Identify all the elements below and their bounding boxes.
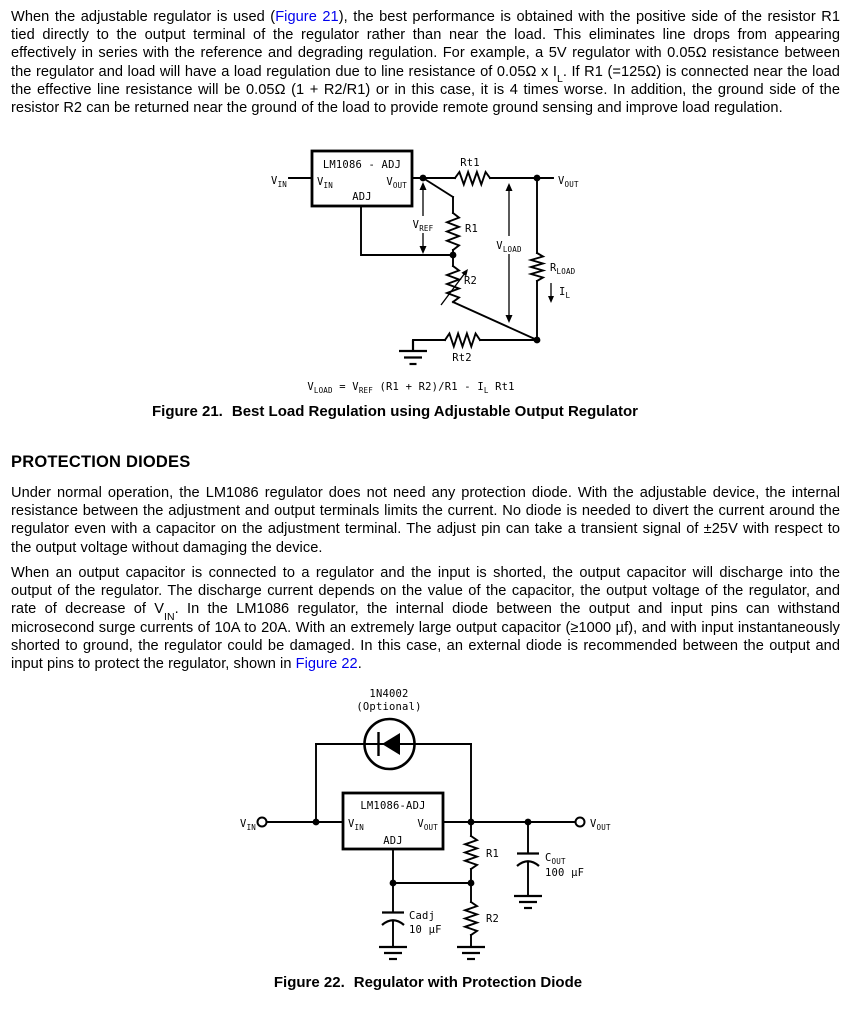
resistor-r1: [447, 213, 459, 250]
cout-value-label: 100 µF: [545, 867, 585, 879]
il-label: $I_L$: [559, 286, 571, 300]
resistor-r1: [465, 836, 477, 869]
figure22-link[interactable]: Figure 22: [295, 656, 358, 673]
figure21-caption-label: Figure 21.: [152, 403, 223, 420]
para1-text-1: When the adjustable regulator is used (: [11, 9, 276, 25]
vload-label: $V_{LOAD}$: [496, 240, 522, 254]
r2-label: R2: [486, 913, 500, 925]
figure21-link[interactable]: Figure 21: [275, 9, 339, 25]
vout-terminal: [576, 818, 585, 827]
para1-text-2: ), the best performance is obtained with the positive side of the resistor R1 tied directly to the output terminal of the regulator rather than near the load. This eliminates line drops from appearing effectively in series with the reference and degrading regulation. For example, a 5V regulator with 0.05Ω resistance between the regulator and load will have a load regulation due to line resistance of 0.05Ω x I: [11, 9, 840, 80]
pin-vin-label: $V_{IN}$: [348, 818, 364, 832]
cadj-value-label: 10 µF: [409, 924, 442, 936]
pin-adj-label: ADJ: [352, 191, 372, 203]
box-title-label: LM1086 - ADJ: [322, 159, 402, 171]
figure22-caption: [8, 974, 848, 991]
vin-ext-label: $V_{IN}$: [240, 818, 256, 832]
figure21-schematic: [240, 145, 660, 400]
cadj-label: Cadj: [409, 910, 436, 922]
pin-vout-label: $V_{OUT}$: [417, 818, 438, 832]
r1-label: R1: [486, 848, 500, 860]
pin-adj-label: ADJ: [383, 835, 403, 847]
para3-subscript-VIN: IN: [164, 610, 175, 623]
resistor-rt1: [455, 172, 490, 185]
para3-text-1: When an output capacitor is connected to a regulator and the input is shorted, the output capacitor will discharge into the output of the regulator. The discharge current depends on the value of the capacitor, the output voltage of the regulator, and rate of decrease of V: [11, 565, 840, 618]
paragraph-1: [11, 8, 840, 117]
vref-arrow: [420, 182, 427, 254]
resistor-r2: [465, 902, 477, 935]
section-heading: PROTECTION DIODES: [11, 453, 191, 471]
paragraph-3: [11, 564, 840, 673]
vout-ext-label: $V_{OUT}$: [590, 818, 611, 832]
node-dots: [420, 175, 541, 344]
para1-text-3: . If R1 (=125Ω) is connected near the load the effective line resistance will be 0.05Ω (1 + R2/R1) or in this case, it is 4 times worse. In addition, the ground side of the resistor R2 can be returned near the ground of the load to provide remote ground sensing and improve load regulation.: [11, 63, 840, 117]
fig21-equation: $V_{LOAD} = V_{REF}$ $(R1 + R2)/R1 - I_L$ Rt1: [307, 381, 515, 395]
r1-label: R1: [465, 223, 479, 235]
resistor-rt2: [445, 334, 480, 347]
figure22-caption-title: Regulator with Protection Diode: [353, 974, 583, 991]
para1-subscript-IL: L: [556, 73, 563, 86]
pin-vin-label: $V_{IN}$: [317, 176, 333, 190]
vin-terminal: [258, 818, 267, 827]
resistor-rload: [531, 253, 543, 281]
ground-icon-cout: [514, 896, 542, 908]
para3-text-2: . In the LM1086 regulator, the internal diode between the output and input pins can withstand microsecond surge currents of 10A to 20A. With an extremely large output capacitor (≥1000 µf), and with input instantaneously shorted to ground, the regulator could be damaged. In this case, an external diode is recommended between the output and input pins to protect the regulator, shown in: [11, 601, 840, 673]
figure21-caption-title: Best Load Regulation using Adjustable Output Regulator: [231, 403, 638, 420]
pin-vout-label: $V_{OUT}$: [386, 176, 407, 190]
para2-text: Under normal operation, the LM1086 regulator does not need any protection diode. With the adjustable device, the internal resistance between the adjustment and output terminals limits the current. No diode is needed to divert the current around the regulator even with a capacitor on the adjustment terminal. The adjust pin can take a transient signal of ±25V with respect to the output voltage without damaging the device.: [11, 485, 840, 556]
cout-label: $C_{OUT}$: [545, 852, 566, 866]
diode-name-label: 1N4002: [369, 688, 409, 700]
ground-icon: [399, 340, 427, 364]
rload-label: $R_{LOAD}$: [550, 262, 576, 276]
ground-icon-r2: [457, 947, 485, 959]
figure22-caption-label: Figure 22.: [273, 974, 345, 991]
figure21-caption: [0, 403, 790, 420]
vin-ext-label: $V_{IN}$: [271, 175, 287, 189]
diode-note-label: (Optional): [356, 701, 422, 713]
il-arrow: [548, 283, 554, 303]
para3-text-3: .: [357, 656, 362, 673]
vref-label: $V_{REF}$: [412, 219, 434, 233]
figure22-schematic: [236, 686, 660, 971]
rt1-label: Rt1: [460, 157, 480, 169]
r2-label: R2: [464, 275, 478, 287]
paragraph-2: [11, 484, 840, 557]
ground-icon-cadj: [379, 947, 407, 959]
box-title-label: LM1086-ADJ: [360, 800, 426, 812]
vout-ext-label: $V_{OUT}$: [558, 175, 579, 189]
rt2-label: Rt2: [452, 352, 472, 364]
